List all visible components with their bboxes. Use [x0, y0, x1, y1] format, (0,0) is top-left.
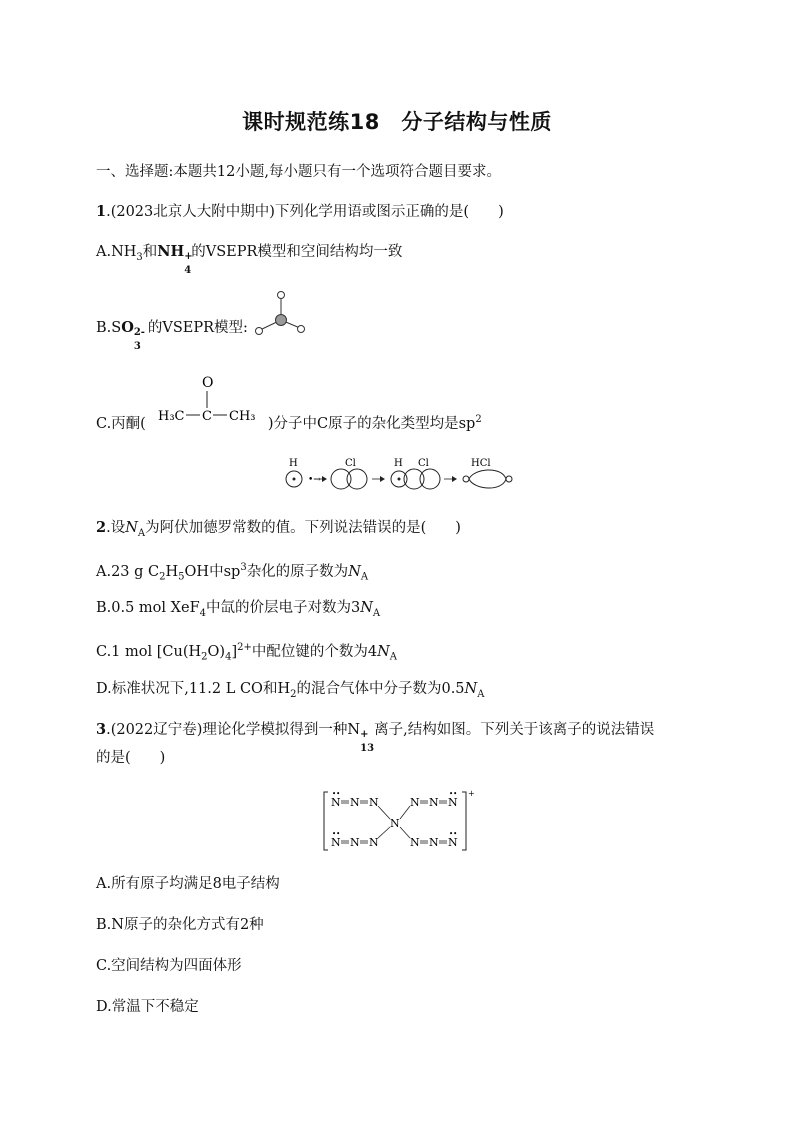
svg-text:H₃C: H₃C: [158, 409, 185, 424]
svg-text:••: ••: [449, 830, 458, 838]
svg-text:••: ••: [332, 790, 341, 798]
svg-text:N: N: [331, 796, 341, 809]
svg-text:O: O: [202, 375, 214, 391]
page-title: 课时规范练18 分子结构与性质: [242, 110, 552, 134]
q3-option-a: A.所有原子均满足8电子结构: [96, 876, 280, 892]
svg-text:N: N: [410, 836, 420, 849]
svg-text:+: +: [468, 789, 475, 798]
svg-text:H: H: [394, 458, 403, 469]
q2-option-a: A.23 g $C_2H_5OH$中$sp^3$杂化的原子数为$N_A$: [96, 562, 369, 583]
svg-text:H: H: [289, 458, 298, 469]
svg-text:N: N: [410, 796, 420, 809]
svg-text:N: N: [369, 796, 379, 809]
acetone-structure: [152, 372, 272, 428]
q2-option-c: C.1 mol $[Cu(H_2O)_4]^{2+}$中配位键的个数为$4N_A$: [96, 642, 398, 663]
q2-option-b: B.0.5 mol XeF$_4$中氙的价层电子对数为$3N_A$: [96, 600, 381, 619]
svg-text:N: N: [429, 836, 439, 849]
q2-option-d: D.标准状况下,11.2 L CO和$H_2$的混合气体中分子数为$0.5N_A$: [96, 681, 485, 700]
section-header: 一、选择题:本题共12小题,每小题只有一个选项符合题目要求。: [96, 164, 501, 180]
hcl-orbital-overlap-diagram: [284, 455, 514, 495]
svg-text:N: N: [350, 796, 360, 809]
q3-option-d: D.常温下不稳定: [96, 999, 199, 1015]
question-3-stem-line2: 的是( ): [96, 750, 166, 766]
svg-text:•→: •→: [308, 475, 321, 485]
svg-text:Cl: Cl: [418, 458, 429, 469]
q3-option-b: B.N原子的杂化方式有2种: [96, 917, 264, 933]
svg-text:CH₃: CH₃: [229, 409, 256, 424]
q1-option-c: C.丙酮( )分子中C原子的杂化类型均是$sp^2$: [96, 414, 482, 432]
so3-vsepr-model-diagram: [252, 290, 312, 340]
svg-text:HCl: HCl: [471, 458, 491, 469]
svg-text:N: N: [448, 836, 458, 849]
svg-text:N: N: [369, 836, 379, 849]
svg-text:N: N: [429, 796, 439, 809]
svg-text:N: N: [350, 836, 360, 849]
question-1-stem: [96, 202, 504, 222]
question-text: .(2023北京人大附中期中)下列化学用语或图示正确的是( ): [106, 204, 504, 220]
question-2-stem: 2.设$N_A$为阿伏加德罗常数的值。下列说法错误的是( ): [96, 519, 461, 539]
svg-text:Cl: Cl: [345, 458, 356, 469]
question-3-stem: 3.(2022辽宁卷)理论化学模拟得到一种N + 13 离子,结构如图。下列关于该离子的说法错误: [96, 721, 655, 754]
n13-ion-structure: [322, 788, 475, 854]
q3-option-c: C.空间结构为四面体形: [96, 958, 242, 974]
question-number: 1: [96, 203, 107, 220]
q1-option-a: $A.NH_3$和NH + 4 的VSEPR模型和空间结构均一致: [96, 243, 403, 276]
q1-option-b: B.SO 2- 3 的VSEPR模型:: [96, 319, 248, 352]
svg-text:••: ••: [449, 790, 458, 798]
svg-text:N: N: [331, 836, 341, 849]
svg-text:N: N: [448, 796, 458, 809]
svg-text:C: C: [202, 409, 212, 424]
svg-text:••: ••: [332, 830, 341, 838]
svg-text:N: N: [390, 817, 400, 830]
